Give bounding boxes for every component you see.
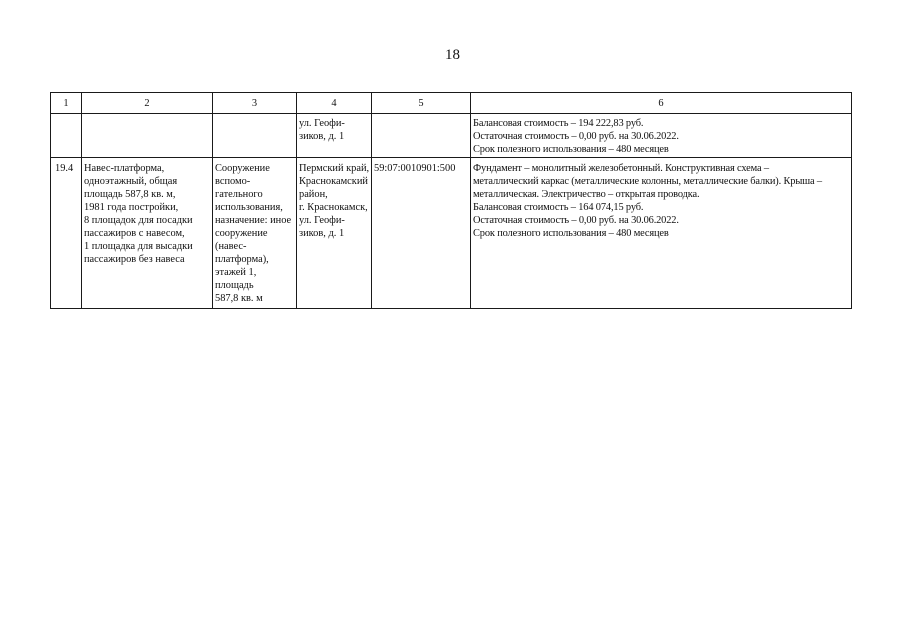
description-line: Балансовая стоимость – 194 222,83 руб.: [473, 118, 644, 129]
description-line: Остаточная стоимость – 0,00 руб. на 30.06.2022.: [473, 131, 679, 142]
address-line: г. Краснокамск,: [299, 202, 368, 213]
purpose-line: Сооружение: [215, 163, 270, 174]
purpose-line: платформа),: [215, 254, 269, 265]
table-header-row: [51, 93, 852, 114]
header-cell-2: 2: [82, 93, 213, 114]
cell-address: [297, 114, 372, 158]
name-line: Навес-платформа,: [84, 163, 165, 174]
property-table: [50, 92, 852, 309]
address-line: зиков, д. 1: [299, 228, 345, 239]
description-line: Срок полезного использования – 480 месяцев: [473, 144, 669, 155]
cell-name: [82, 158, 213, 309]
item-number: 19.4: [55, 163, 74, 174]
description-line: Остаточная стоимость – 0,00 руб. на 30.06.2022.: [473, 215, 679, 226]
header-cell-5: 5: [372, 93, 471, 114]
cell-cadastral: [372, 114, 471, 158]
purpose-line: вспомо-: [215, 176, 251, 187]
purpose-line: этажей 1,: [215, 267, 257, 278]
purpose-line: гательного: [215, 189, 263, 200]
cell-name: [82, 114, 213, 158]
cell-number: [51, 158, 82, 309]
purpose-line: назначение: иное: [215, 215, 292, 226]
purpose-line: сооружение: [215, 228, 268, 239]
cell-purpose: [213, 114, 297, 158]
description-line: металлическая. Электричество – открытая проводка.: [473, 189, 700, 200]
table-row: [51, 158, 852, 309]
address-line: Пермский край,: [299, 163, 370, 174]
page-number: 18: [445, 47, 460, 63]
header-cell-6: 6: [471, 93, 852, 114]
header-cell-3: 3: [213, 93, 297, 114]
address-line: ул. Геофи-: [299, 118, 345, 129]
name-line: 1 площадка для высадки: [84, 241, 193, 252]
description-line: Срок полезного использования – 480 месяцев: [473, 228, 669, 239]
purpose-line: площадь: [215, 280, 254, 291]
cadastral-number: 59:07:0010901:500: [374, 163, 456, 174]
cell-address: [297, 158, 372, 309]
table-row: [51, 114, 852, 158]
cell-purpose: [213, 158, 297, 309]
description-line: металлический каркас (металлические колонны, металлические балки). Крыша –: [473, 176, 822, 187]
address-line: ул. Геофи-: [299, 215, 345, 226]
name-line: площадь 587,8 кв. м,: [84, 189, 176, 200]
cell-description: [471, 114, 852, 158]
cell-cadastral: [372, 158, 471, 309]
header-cell-4: 4: [297, 93, 372, 114]
name-line: 1981 года постройки,: [84, 202, 179, 213]
address-line: район,: [299, 189, 328, 200]
purpose-line: использования,: [215, 202, 283, 213]
name-line: пассажиров без навеса: [84, 254, 185, 265]
address-line: зиков, д. 1: [299, 131, 345, 142]
purpose-line: 587,8 кв. м: [215, 293, 263, 304]
description-line: Балансовая стоимость – 164 074,15 руб.: [473, 202, 644, 213]
name-line: одноэтажный, общая: [84, 176, 178, 187]
purpose-line: (навес-: [215, 241, 247, 252]
address-line: Краснокамский: [299, 176, 368, 187]
header-cell-1: 1: [51, 93, 82, 114]
description-line: Фундамент – монолитный железобетонный. Конструктивная схема –: [473, 163, 769, 174]
cell-description: [471, 158, 852, 309]
cell-number: [51, 114, 82, 158]
name-line: 8 площадок для посадки: [84, 215, 193, 226]
name-line: пассажиров с навесом,: [84, 228, 185, 239]
